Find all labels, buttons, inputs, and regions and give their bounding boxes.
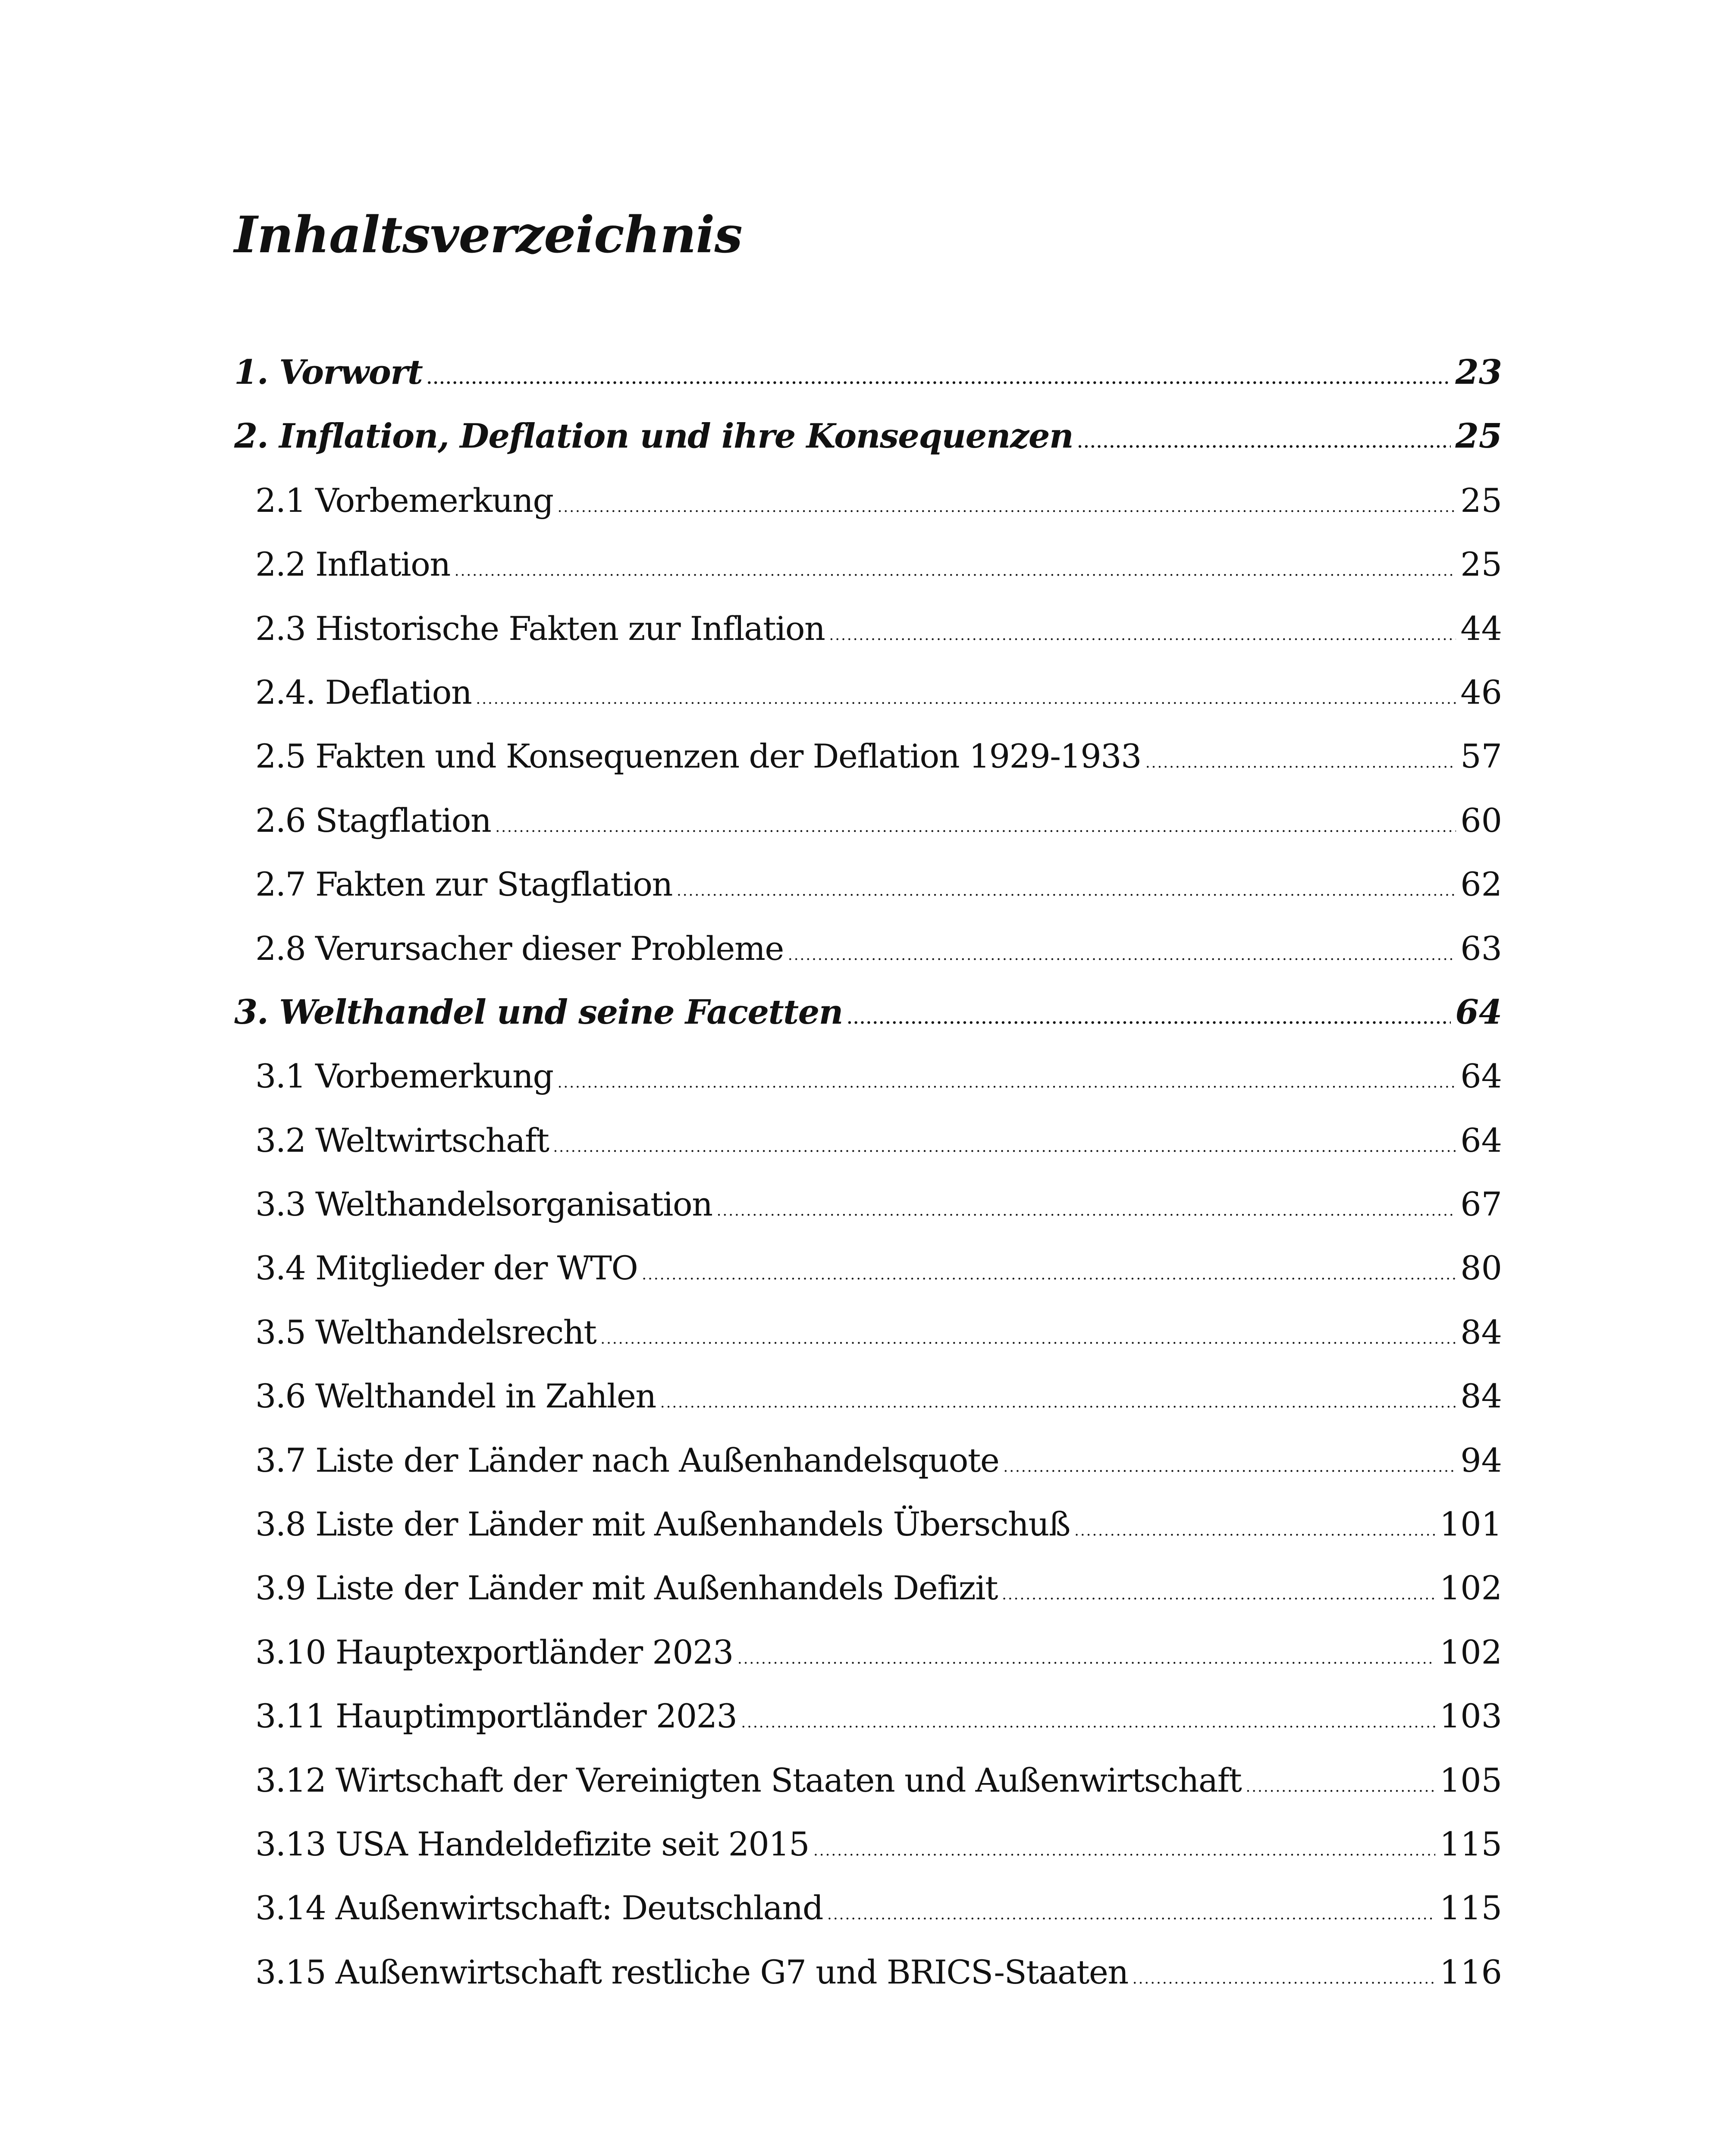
toc-entry-page-number: 25 xyxy=(1455,417,1502,456)
toc-entry-page-number: 44 xyxy=(1460,609,1502,648)
dot-leader xyxy=(1002,1563,1435,1626)
toc-entry-label: 3.6 Welthandel in Zahlen xyxy=(255,1377,656,1416)
dot-leader xyxy=(558,475,1456,539)
toc-entry-page-number: 64 xyxy=(1455,992,1502,1032)
toc-entry-label: 2.1 Vorbemerkung xyxy=(255,481,553,520)
toc-section-entry xyxy=(234,789,1502,852)
dot-leader xyxy=(1246,1755,1435,1819)
dot-leader xyxy=(788,923,1456,987)
dot-leader xyxy=(495,795,1456,859)
toc-entry-label: 2.5 Fakten und Konsequenzen der Deflation 1929-1933 xyxy=(255,737,1141,776)
toc-entry-label: 3.7 Liste der Länder nach Außenhandelsquote xyxy=(255,1441,999,1479)
dot-leader xyxy=(737,1627,1435,1691)
toc-section-entry xyxy=(234,1109,1502,1172)
dot-leader xyxy=(558,1051,1456,1115)
toc-section-entry xyxy=(234,724,1502,788)
dot-leader xyxy=(1003,1435,1456,1499)
toc-entry-page-number: 57 xyxy=(1460,737,1502,776)
toc-entry-page-number: 116 xyxy=(1439,1952,1502,1991)
toc-entry-label: 2.4. Deflation xyxy=(255,673,472,711)
toc-entry-page-number: 80 xyxy=(1460,1249,1502,1288)
toc-section-entry xyxy=(234,852,1502,916)
toc-entry-label: 2.3 Historische Fakten zur Inflation xyxy=(255,609,825,648)
table-of-contents xyxy=(234,341,1502,2004)
dot-leader xyxy=(741,1691,1435,1755)
toc-entry-label: 3.3 Welthandelsorganisation xyxy=(255,1185,712,1224)
toc-entry-page-number: 101 xyxy=(1439,1505,1502,1544)
dot-leader xyxy=(1074,1499,1435,1563)
toc-section-entry xyxy=(234,1429,1502,1492)
dot-leader xyxy=(827,1883,1435,1946)
dot-leader xyxy=(813,1819,1435,1883)
toc-chapter-entry xyxy=(234,341,1502,404)
dot-leader xyxy=(1133,1947,1435,2011)
toc-entry-label: 3.14 Außenwirtschaft: Deutschland xyxy=(255,1889,823,1927)
toc-section-entry xyxy=(234,1620,1502,1684)
toc-section-entry xyxy=(234,533,1502,596)
toc-entry-page-number: 62 xyxy=(1460,865,1502,904)
toc-entry-page-number: 105 xyxy=(1439,1761,1502,1799)
toc-entry-page-number: 60 xyxy=(1460,801,1502,840)
toc-section-entry xyxy=(234,1172,1502,1236)
toc-entry-label: 3.11 Hauptimportländer 2023 xyxy=(255,1697,737,1736)
dot-leader xyxy=(677,859,1456,923)
toc-entry-page-number: 25 xyxy=(1460,545,1502,584)
dot-leader xyxy=(1077,411,1451,475)
dot-leader xyxy=(829,603,1456,667)
toc-entry-label: 3.10 Hauptexportländer 2023 xyxy=(255,1633,733,1671)
toc-section-entry xyxy=(234,1492,1502,1556)
toc-entry-page-number: 63 xyxy=(1460,929,1502,968)
toc-entry-label: 2.2 Inflation xyxy=(255,545,450,584)
toc-section-entry xyxy=(234,1749,1502,1812)
toc-entry-page-number: 115 xyxy=(1439,1824,1502,1863)
toc-entry-label: 3.5 Welthandelsrecht xyxy=(255,1313,596,1351)
toc-entry-page-number: 94 xyxy=(1460,1441,1502,1479)
toc-entry-label: 3.1 Vorbemerkung xyxy=(255,1057,553,1096)
toc-section-entry xyxy=(234,469,1502,533)
toc-entry-page-number: 84 xyxy=(1460,1313,1502,1351)
toc-entry-page-number: 23 xyxy=(1455,353,1502,392)
toc-section-entry xyxy=(234,1236,1502,1300)
toc-section-entry xyxy=(234,1300,1502,1364)
toc-section-entry xyxy=(234,917,1502,981)
toc-entry-page-number: 102 xyxy=(1439,1633,1502,1671)
toc-entry-label: 3.12 Wirtschaft der Vereinigten Staaten und Außenwirtschaft xyxy=(255,1761,1242,1799)
toc-entry-page-number: 64 xyxy=(1460,1057,1502,1096)
page-title: Inhaltsverzeichnis xyxy=(234,206,742,264)
toc-section-entry xyxy=(234,1940,1502,2004)
toc-section-entry xyxy=(234,1812,1502,1876)
dot-leader xyxy=(642,1243,1456,1307)
toc-entry-label: 3.8 Liste der Länder mit Außenhandels Überschuß xyxy=(255,1505,1070,1544)
dot-leader xyxy=(717,1179,1456,1243)
toc-entry-page-number: 64 xyxy=(1460,1121,1502,1159)
dot-leader xyxy=(427,347,1451,411)
toc-entry-page-number: 46 xyxy=(1460,673,1502,711)
dot-leader xyxy=(553,1115,1456,1179)
toc-entry-label: 3.15 Außenwirtschaft restliche G7 und BRICS-Staaten xyxy=(255,1952,1128,1991)
dot-leader xyxy=(476,667,1456,731)
dot-leader xyxy=(455,539,1456,603)
dot-leader xyxy=(1145,731,1456,795)
dot-leader xyxy=(847,987,1451,1051)
toc-section-entry xyxy=(234,1876,1502,1940)
toc-entry-page-number: 84 xyxy=(1460,1377,1502,1416)
toc-chapter-entry xyxy=(234,404,1502,468)
toc-entry-label: 3.4 Mitglieder der WTO xyxy=(255,1249,638,1288)
toc-entry-label: 1. Vorwort xyxy=(234,353,423,392)
toc-entry-label: 3. Welthandel und seine Facetten xyxy=(234,992,843,1032)
toc-entry-page-number: 102 xyxy=(1439,1569,1502,1608)
toc-entry-label: 3.13 USA Handeldefizite seit 2015 xyxy=(255,1824,809,1863)
toc-entry-page-number: 115 xyxy=(1439,1889,1502,1927)
toc-entry-label: 2.6 Stagflation xyxy=(255,801,491,840)
toc-entry-page-number: 67 xyxy=(1460,1185,1502,1224)
toc-entry-label: 3.2 Weltwirtschaft xyxy=(255,1121,549,1159)
toc-entry-label: 2.8 Verursacher dieser Probleme xyxy=(255,929,784,968)
toc-entry-label: 2.7 Fakten zur Stagflation xyxy=(255,865,672,904)
toc-section-entry xyxy=(234,661,1502,724)
dot-leader xyxy=(600,1307,1456,1371)
toc-section-entry xyxy=(234,1364,1502,1428)
toc-section-entry xyxy=(234,1556,1502,1620)
toc-entry-label: 3.9 Liste der Länder mit Außenhandels Defizit xyxy=(255,1569,998,1608)
toc-entry-label: 2. Inflation, Deflation und ihre Konsequenzen xyxy=(234,417,1073,456)
toc-entry-page-number: 25 xyxy=(1460,481,1502,520)
toc-section-entry xyxy=(234,1684,1502,1748)
dot-leader xyxy=(660,1371,1456,1435)
toc-section-entry xyxy=(234,1044,1502,1108)
toc-chapter-entry xyxy=(234,981,1502,1044)
toc-section-entry xyxy=(234,597,1502,661)
toc-entry-page-number: 103 xyxy=(1439,1697,1502,1736)
